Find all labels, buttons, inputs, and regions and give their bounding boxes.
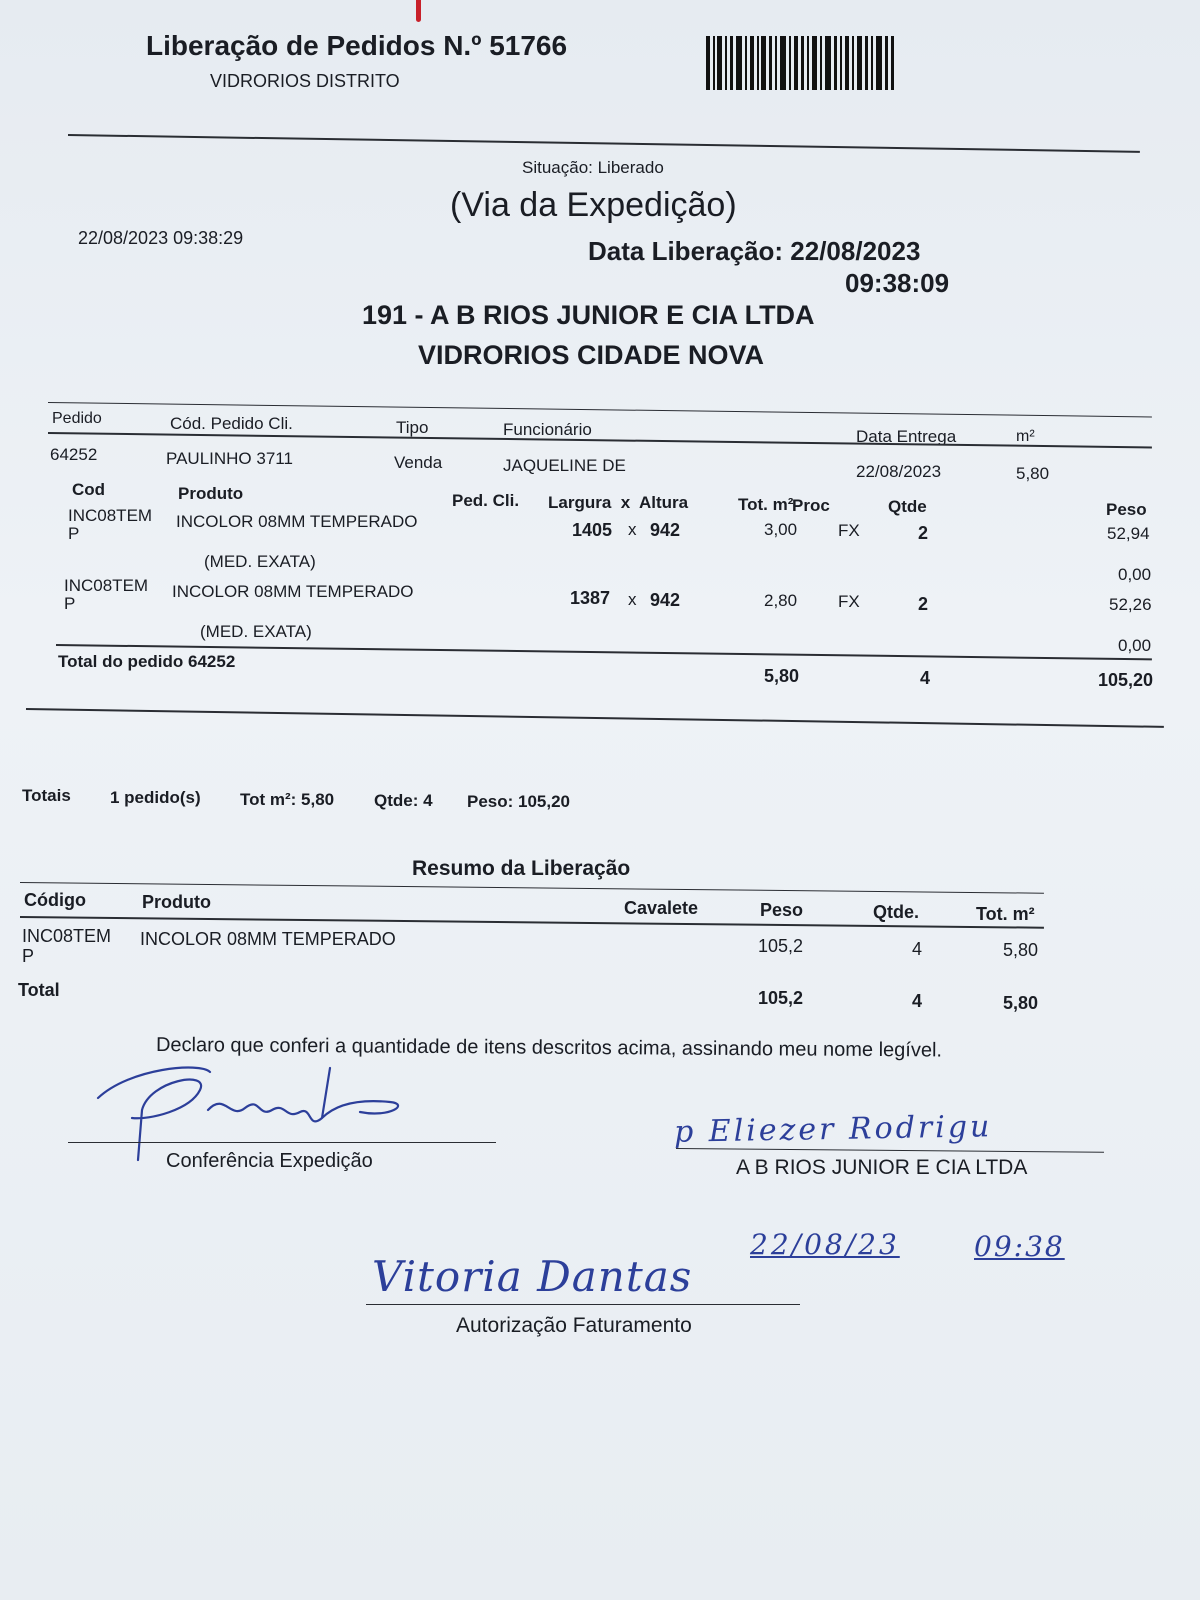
summary-row-qtde: 4 [912, 939, 923, 959]
item-1-largura: 1405 [572, 520, 613, 540]
autorizacao-signature: Vitoria Dantas [372, 1252, 693, 1301]
item-2-peso: 52,26 [1109, 595, 1152, 614]
item-2-x: x [628, 590, 637, 609]
client-signature: p Eliezer Rodrigu [673, 1109, 993, 1150]
item-2-proc: FX [838, 592, 860, 611]
order-m2: 5,80 [1016, 464, 1050, 483]
client-name: 191 - A B RIOS JUNIOR E CIA LTDA [362, 300, 815, 330]
client-line [676, 1148, 1104, 1153]
summary-row-codigo-cont: P [22, 946, 35, 966]
order-number: 64252 [50, 445, 98, 464]
handwritten-time: 09:38 [974, 1230, 1065, 1263]
totals-label: Totais [22, 786, 71, 805]
client-store: VIDRORIOS CIDADE NOVA [418, 340, 765, 370]
col-tipo: Tipo [396, 418, 429, 437]
item-1-peso-extra: 0,00 [1118, 565, 1152, 584]
item-2-cod: INC08TEM [64, 576, 149, 595]
item-1-x: x [628, 520, 637, 539]
item-1-obs: (MED. EXATA) [204, 552, 316, 571]
items-col-tot-m2: Tot. m² [738, 495, 794, 514]
item-2-largura: 1387 [570, 588, 611, 608]
order-type: Venda [394, 453, 443, 472]
item-2-tot-m2: 2,80 [764, 591, 798, 610]
items-col-produto: Produto [178, 484, 244, 503]
summary-col-codigo: Código [24, 890, 86, 910]
col-pedido: Pedido [52, 410, 102, 427]
order-total-qtde: 4 [920, 668, 931, 688]
totals-pedidos: 1 pedido(s) [110, 788, 201, 807]
order-delivery-date: 22/08/2023 [856, 462, 942, 481]
client-label: A B RIOS JUNIOR E CIA LTDA [736, 1156, 1028, 1179]
conferencia-line [68, 1142, 496, 1143]
copy-label: (Via da Expedição) [450, 186, 737, 224]
summary-col-qtde: Qtde. [873, 902, 920, 922]
autorizacao-label: Autorização Faturamento [456, 1314, 692, 1337]
summary-row-produto: INCOLOR 08MM TEMPERADO [140, 929, 396, 949]
summary-col-cavalete: Cavalete [624, 898, 699, 918]
order-bottom-line [26, 708, 1164, 728]
item-1-tot-m2: 3,00 [764, 520, 798, 539]
release-time: 09:38:09 [845, 268, 950, 298]
summary-row-peso: 105,2 [758, 936, 804, 956]
summary-row-tot-m2: 5,80 [1003, 940, 1039, 960]
conferencia-label: Conferência Expedição [166, 1150, 373, 1172]
item-2-qtde: 2 [918, 594, 929, 614]
document-title: Liberação de Pedidos N.º 51766 [146, 30, 568, 61]
barcode-icon [706, 36, 894, 95]
summary-row-codigo: INC08TEM [22, 926, 112, 946]
print-datetime: 22/08/2023 09:38:29 [78, 228, 244, 248]
item-1-qtde: 2 [918, 523, 929, 543]
item-1-proc: FX [838, 521, 860, 540]
order-employee: JAQUELINE DE [503, 456, 626, 475]
order-total-label: Total do pedido 64252 [58, 652, 236, 671]
company-unit: VIDRORIOS DISTRITO [210, 71, 400, 91]
order-header-line [48, 432, 1152, 448]
items-col-proc: Proc [792, 496, 830, 515]
item-2-peso-extra: 0,00 [1118, 636, 1152, 655]
summary-total-tot-m2: 5,80 [1003, 993, 1039, 1013]
items-col-peso: Peso [1106, 500, 1147, 519]
totals-peso: Peso: 105,20 [467, 792, 571, 811]
summary-total-qtde: 4 [912, 991, 923, 1011]
item-1-produto: INCOLOR 08MM TEMPERADO [176, 512, 418, 531]
order-total-peso: 105,20 [1098, 670, 1154, 690]
header-divider [68, 134, 1140, 153]
item-2-altura: 942 [650, 590, 681, 610]
col-cod-cli: Cód. Pedido Cli. [170, 414, 293, 433]
item-2-obs: (MED. EXATA) [200, 622, 312, 641]
autorizacao-line [366, 1304, 800, 1305]
summary-col-produto: Produto [142, 892, 211, 912]
item-1-cod-cont: P [68, 524, 80, 543]
item-2-produto: INCOLOR 08MM TEMPERADO [172, 582, 414, 601]
summary-col-peso: Peso [760, 900, 804, 920]
col-m2: m² [1016, 428, 1035, 445]
totals-qtde: Qtde: 4 [374, 791, 433, 810]
totals-m2: Tot m²: 5,80 [240, 790, 335, 809]
col-data-entrega: Data Entrega [856, 427, 957, 446]
items-col-ped-cli: Ped. Cli. [452, 491, 520, 510]
release-date: Data Liberação: 22/08/2023 [588, 236, 921, 266]
summary-col-tot-m2: Tot. m² [976, 904, 1035, 924]
items-col-qtde: Qtde [888, 497, 927, 516]
items-col-cod: Cod [72, 480, 106, 499]
summary-total-label: Total [18, 980, 60, 1000]
item-1-peso: 52,94 [1107, 524, 1150, 543]
handwritten-date: 22/08/23 [750, 1228, 900, 1261]
item-1-altura: 942 [650, 520, 681, 540]
order-client-code: PAULINHO 3711 [166, 449, 293, 468]
summary-total-peso: 105,2 [758, 988, 804, 1008]
item-1-cod: INC08TEM [68, 506, 153, 525]
declaration-text: Declaro que conferi a quantidade de itens descritos acima, assinando meu nome legível. [155, 1034, 943, 1062]
status-label: Situação: Liberado [522, 158, 664, 177]
item-2-cod-cont: P [64, 594, 76, 613]
summary-title: Resumo da Liberação [412, 857, 631, 880]
red-pen-mark [416, 0, 421, 22]
order-total-m2: 5,80 [764, 666, 800, 686]
items-col-largura-altura: Largura x Altura [548, 493, 689, 512]
col-funcionario: Funcionário [503, 420, 592, 439]
